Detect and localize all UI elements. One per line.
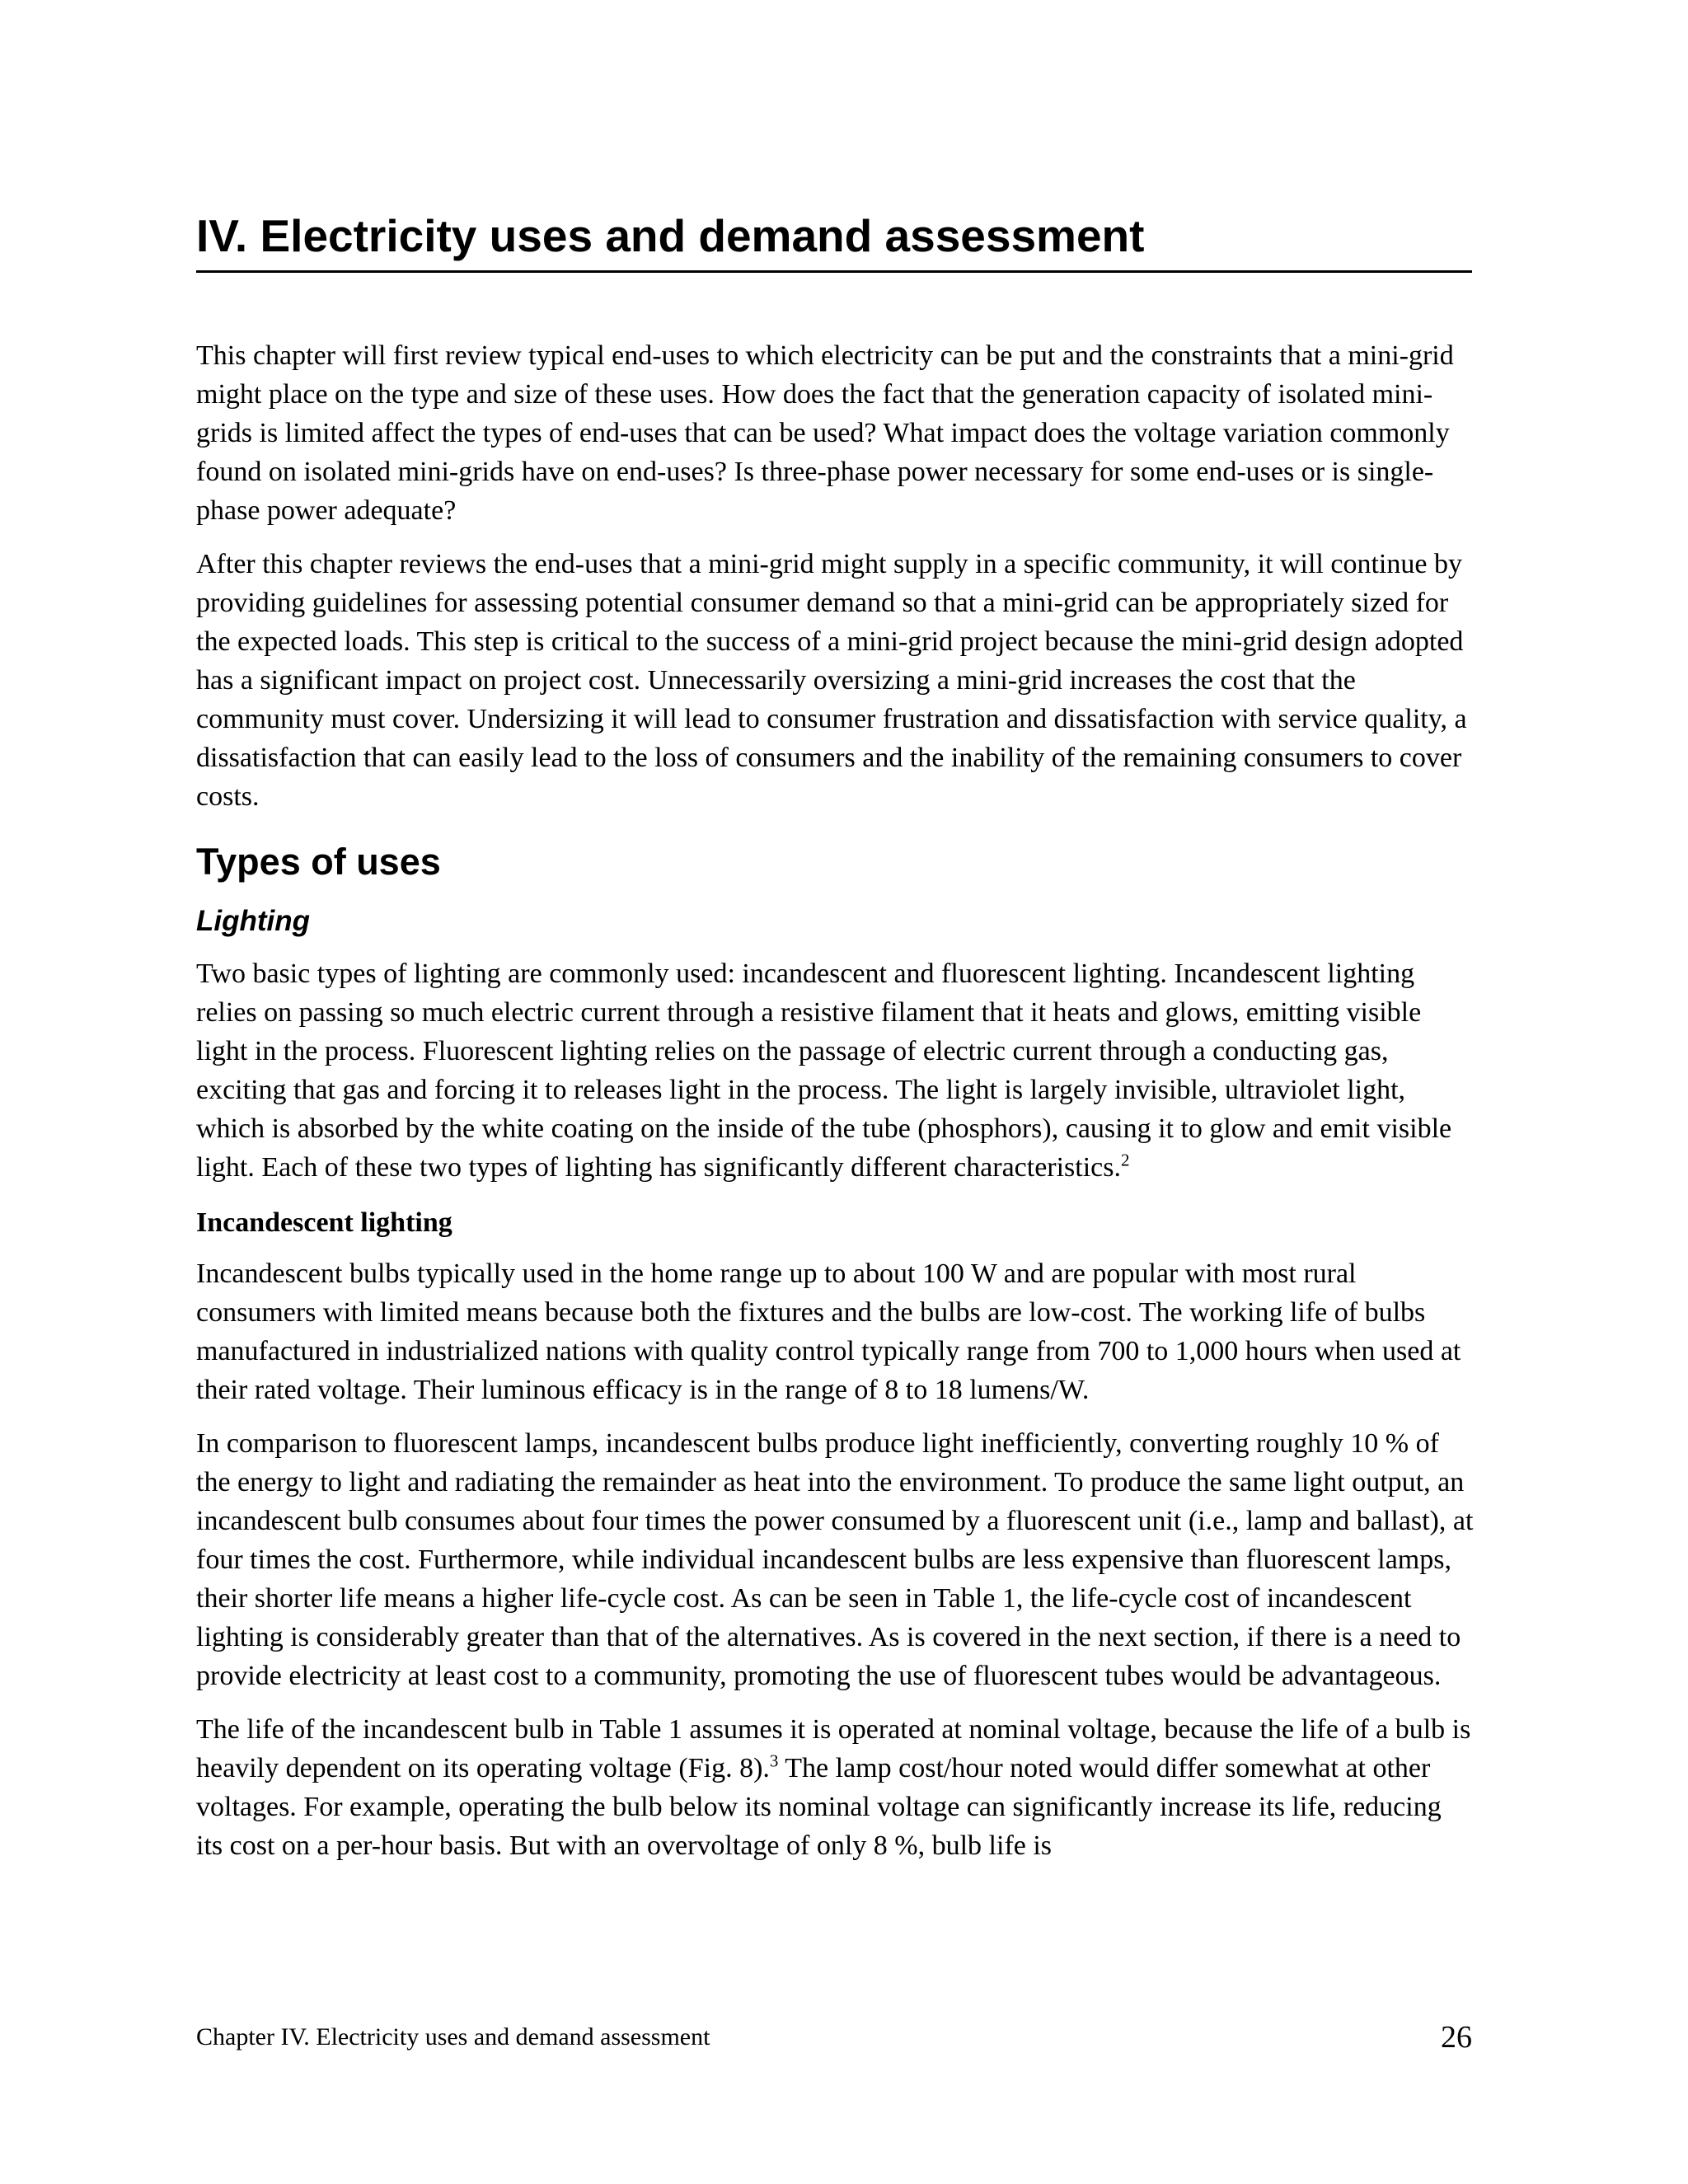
body-text	[196, 336, 1474, 1880]
section-heading-types-of-uses: Types of uses	[196, 841, 441, 883]
subsection-heading-lighting: Lighting	[196, 905, 311, 937]
incandescent-paragraph-1: Incandescent bulbs typically used in the home range up to about 100 W and are popular with most rural consumers with limited means because both the fixtures and the bulbs are low-cost. The working life of bulbs manufactured in industrialized nations with quality control typically range from 700 to 1,000 hours when used at their rated voltage. Their luminous efficacy is in the range of 8 to 18 lumens/W.	[196, 1258, 1461, 1405]
footer-page-number: 26	[1441, 2020, 1472, 2055]
incandescent-paragraph-3	[196, 1710, 1474, 1865]
chapter-title: IV. Electricity uses and demand assessment	[196, 208, 1472, 273]
lighting-paragraph-1-text: Two basic types of lighting are commonly used: incandescent and fluorescent lighting. Incandescent lighting relies on passing so much electric current through a resistive filament that it heats and glows, emitting visible light in the process. Fluorescent lighting relies on the passage of electric current through a conducting gas, exciting that gas and forcing it to releases light in the process. The light is largely invisible, ultraviolet light, which is absorbed by the white coating on the inside of the tube (phosphors), causing it to glow and emit visible light. Each of these two types of lighting has significantly different characteristics.	[196, 958, 1452, 1183]
incandescent-paragraph-2: In comparison to fluorescent lamps, incandescent bulbs produce light inefficiently, converting roughly 10 % of the energy to light and radiating the remainder as heat into the environment. To produce the same light output, an incandescent bulb consumes about four times the power consumed by a fluorescent unit (i.e., lamp and ballast), at four times the cost. Furthermore, while individual incandescent bulbs are less expensive than fluorescent lamps, their shorter life means a higher life-cycle cost. As can be seen in Table 1, the life-cycle cost of incandescent lighting is considerably greater than that of the alternatives. As is covered in the next section, if there is a need to provide electricity at least cost to a community, promoting the use of fluorescent tubes would be advantageous.	[196, 1428, 1474, 1691]
footnote-ref-3[interactable]: 3	[769, 1750, 779, 1771]
lighting-paragraph-1	[196, 954, 1474, 1187]
footnote-ref-2[interactable]: 2	[1121, 1150, 1130, 1170]
intro-paragraph-1: This chapter will first review typical end-uses to which electricity can be put and the constraints that a mini-grid might place on the type and size of these uses. How does the fact that the generation capacity of isolated mini-grids is limited affect the types of end-uses that can be used? What impact does the voltage variation commonly found on isolated mini-grids have on end-uses? Is three-phase power necessary for some end-uses or is single-phase power adequate?	[196, 340, 1454, 526]
footer-running-title: Chapter IV. Electricity uses and demand assessment	[196, 2023, 710, 2050]
subheading-incandescent-lighting: Incandescent lighting	[196, 1207, 452, 1238]
incandescent-paragraph-3-text-b: The lamp cost/hour noted would differ somewhat at other voltages. For example, operating the bulb below its nominal voltage can significantly increase its life, reducing its cost on a per-hour basis. But with an overvoltage of only 8 %, bulb life is	[196, 1753, 1442, 1861]
intro-paragraph-2: After this chapter reviews the end-uses that a mini-grid might supply in a specific community, it will continue by providing guidelines for assessing potential consumer demand so that a mini-grid can be appropriately sized for the expected loads. This step is critical to the success of a mini-grid project because the mini-grid design adopted has a significant impact on project cost. Unnecessarily oversizing a mini-grid increases the cost that the community must cover. Undersizing it will lead to consumer frustration and dissatisfaction with service quality, a dissatisfaction that can easily lead to the loss of consumers and the inability of the remaining consumers to cover costs.	[196, 549, 1467, 812]
incandescent-paragraph-3-text-a: The life of the incandescent bulb in Table 1 assumes it is operated at nominal voltage, because the life of a bulb is heavily dependent on its operating voltage (Fig. 8).	[196, 1714, 1471, 1783]
